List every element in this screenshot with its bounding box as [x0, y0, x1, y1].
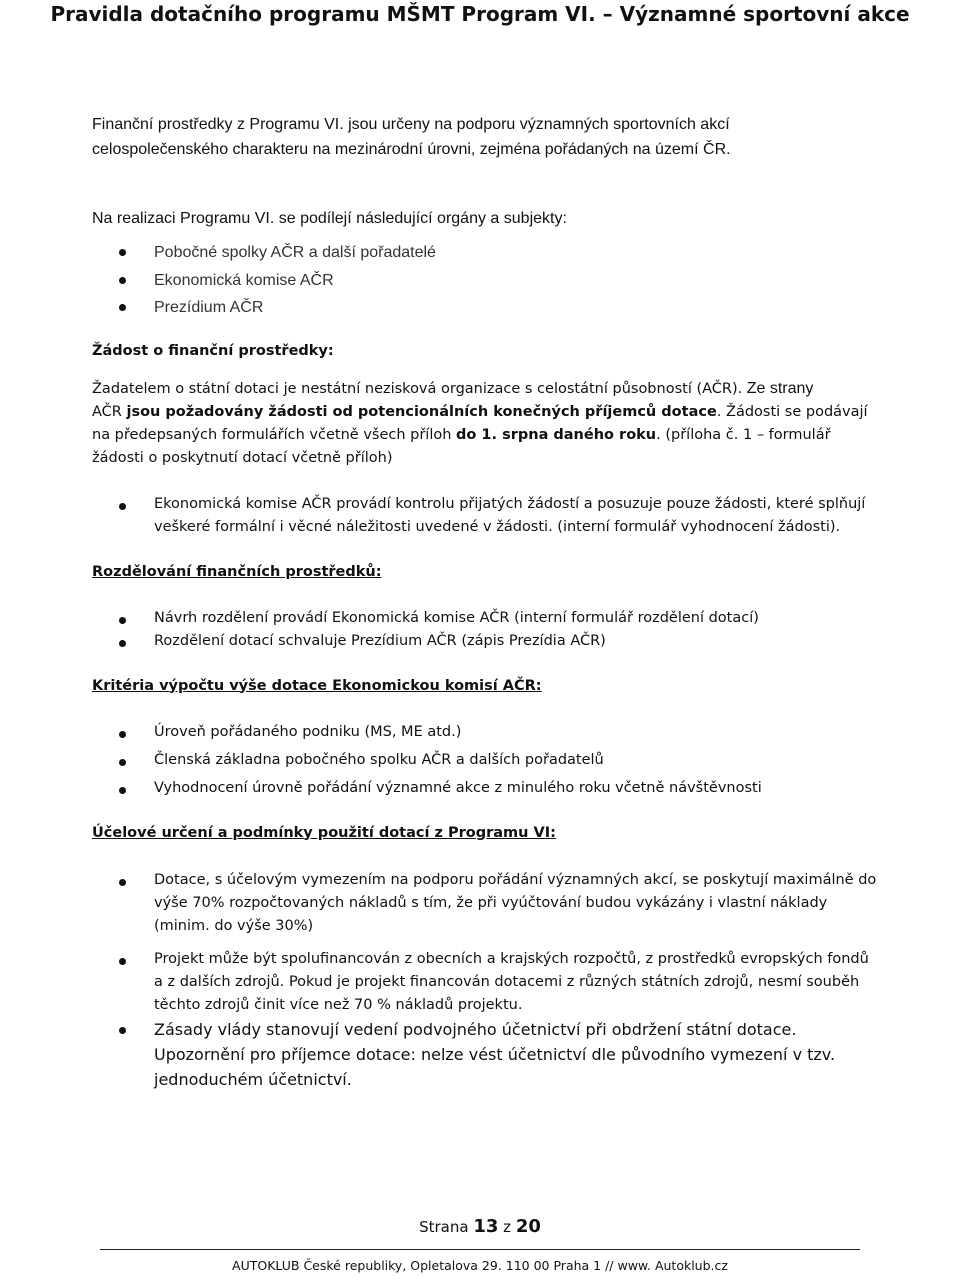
- realizace-list: [92, 239, 882, 322]
- intro-line-1: Finanční prostředky z Programu VI. jsou určeny na podporu významných sportovních akcí: [92, 116, 730, 133]
- ucelove-list: [92, 869, 882, 1092]
- list-item: Vyhodnocení úrovně pořádání významné akce z minulého roku včetně návštěvnosti: [92, 777, 882, 800]
- list-item: Úroveň pořádaného podniku (MS, ME atd.): [92, 721, 882, 744]
- list-item: Ekonomická komise AČR: [92, 267, 882, 295]
- bullet-icon: [119, 503, 126, 510]
- zadost-heading: Žádost o finanční prostředky:: [92, 342, 334, 359]
- kriteria-list: [92, 721, 882, 800]
- bullet-icon: [119, 787, 126, 794]
- bullet-icon: [119, 759, 126, 766]
- ucelove-heading: Účelové určení a podmínky použití dotací z Programu VI:: [92, 824, 556, 841]
- list-item: Návrh rozdělení provádí Ekonomická komise AČR (interní formulář rozdělení dotací): [92, 607, 882, 630]
- bullet-icon: [119, 249, 126, 256]
- bullet-icon: [119, 958, 126, 965]
- bullet-icon: [119, 617, 126, 624]
- list-item: Prezídium AČR: [92, 294, 882, 322]
- realizace-lead: Na realizaci Programu VI. se podílejí následující orgány a subjekty:: [92, 210, 567, 227]
- bullet-icon: [119, 1027, 126, 1034]
- bullet-icon: [119, 879, 126, 886]
- footer-divider: [100, 1249, 860, 1250]
- bullet-icon: [119, 731, 126, 738]
- bullet-icon: [119, 277, 126, 284]
- rozdeleni-list: [92, 607, 882, 653]
- zadost-list: [92, 493, 882, 539]
- list-item: Členská základna pobočného spolku AČR a dalších pořadatelů: [92, 749, 882, 772]
- page-header-title: Pravidla dotačního programu MŠMT Program VI. – Významné sportovní akce: [50, 2, 910, 26]
- list-item: Ekonomická komise AČR provádí kontrolu přijatých žádostí a posuzuje pouze žádosti, které splňují veškeré formální i věcné náležitosti uvedené v žádosti. (interní formulář vyhodnocení žádosti).: [92, 493, 882, 539]
- rozdeleni-heading: Rozdělování finančních prostředků:: [92, 563, 382, 580]
- list-item: Zásady vlády stanovují vedení podvojného účetnictví při obdržení státní dotace. Upozornění pro příjemce dotace: nelze vést účetnictví dle původního vymezení v tzv. jednoduchém účetnictví.: [92, 1017, 882, 1092]
- zadost-paragraph: Žadatelem o státní dotaci je nestátní nezisková organizace s celostátní působností (AČR). Ze strany AČR jsou požadovány žádosti od potencionálních konečných příjemců dotace. Žádosti se podávají na předepsaných formulářích včetně všech příloh do 1. srpna daného roku. (příloha č. 1 – formulář žádosti o poskytnutí dotací včetně příloh): [92, 379, 868, 466]
- list-item: Projekt může být spolufinancován z obecních a krajských rozpočtů, z prostředků evropských fondů a z dalších zdrojů. Pokud je projekt financován dotacemi z různých státních zdrojů, nesmí souběh těchto zdrojů činit více než 70 % nákladů projektu.: [92, 948, 882, 1017]
- page-number: Strana 13 z 20: [419, 1216, 541, 1237]
- list-item: Dotace, s účelovým vymezením na podporu pořádání významných akcí, se poskytují maximálně do výše 70% rozpočtovaných nákladů s tím, že při vyúčtování budou vykázány i vlastní náklady (minim. do výše 30%): [92, 869, 882, 938]
- footer-address: AUTOKLUB České republiky, Opletalova 29. 110 00 Praha 1 // www. Autoklub.cz: [232, 1258, 728, 1273]
- intro-line-2: celospolečenského charakteru na mezinárodní úrovni, zejména pořádaných na území ČR.: [92, 141, 731, 158]
- list-item: Pobočné spolky AČR a další pořadatelé: [92, 239, 882, 267]
- bullet-icon: [119, 640, 126, 647]
- list-item: Rozdělení dotací schvaluje Prezídium AČR (zápis Prezídia AČR): [92, 630, 882, 653]
- kriteria-heading: Kritéria výpočtu výše dotace Ekonomickou komisí AČR:: [92, 677, 542, 694]
- bullet-icon: [119, 304, 126, 311]
- document-body: [92, 112, 882, 1092]
